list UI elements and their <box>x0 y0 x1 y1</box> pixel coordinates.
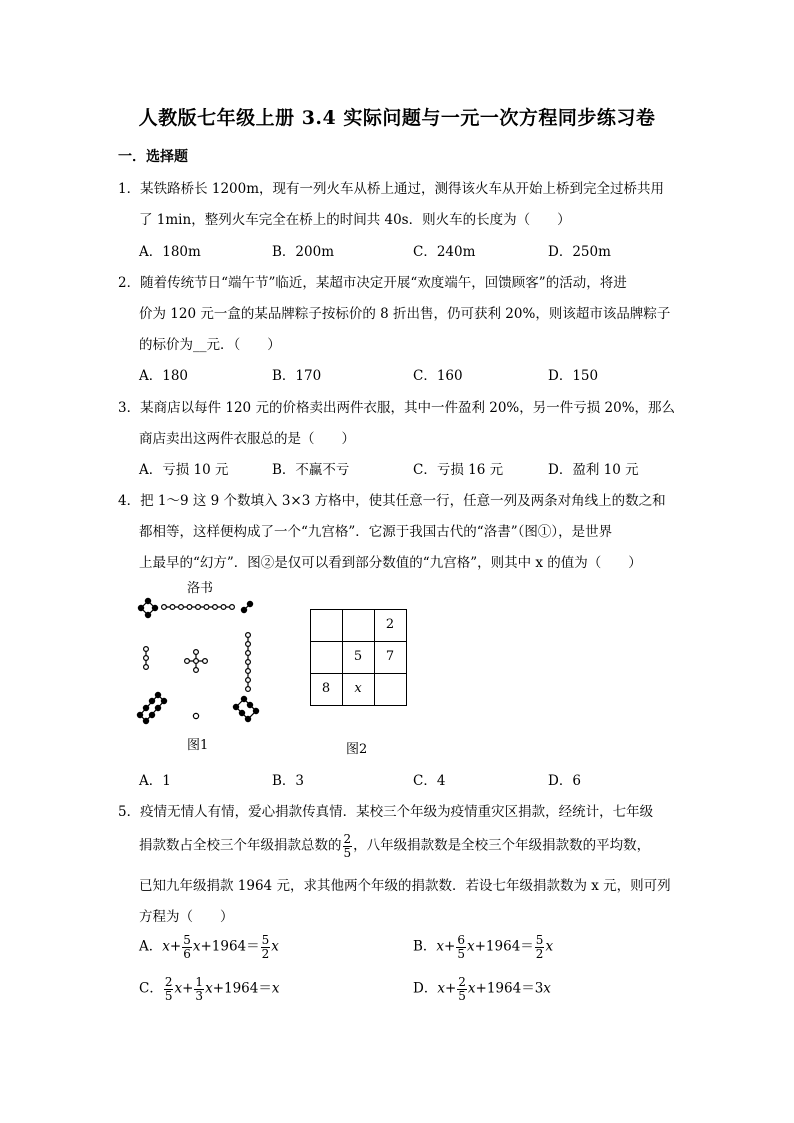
q2-line1: 2．随着传统节日“端午节”临近，某超市决定开展“欢度端午，回馈顾客”的活动，将进 <box>118 275 627 291</box>
q4-option-a[interactable]: A．1 <box>139 773 171 789</box>
q4-line1: 4．把 1～9 这 9 个数填入 3×3 方格中，使其任意一行，任意一列及两条对角线上的数之和 <box>118 493 666 509</box>
frac-numerator: 2 <box>458 975 466 989</box>
q5-option-c[interactable] <box>139 976 279 1002</box>
grid-cell: 8 <box>321 681 331 696</box>
plus-sign: + <box>182 980 194 997</box>
q1-line2: 了 1min，整列火车完全在桥上的时间共 40s．则火车的长度为（ ） <box>139 212 571 228</box>
equation-rest: +1964＝ <box>200 938 260 955</box>
q3-option-a[interactable]: A．亏损 10 元 <box>139 462 229 478</box>
option-label: D． <box>413 980 438 997</box>
q3-option-d[interactable]: D．盈利 10 元 <box>548 462 639 478</box>
grid-cell: x <box>354 681 362 696</box>
var-x: x <box>543 980 551 997</box>
grid-cell: 5 <box>353 649 363 664</box>
grid-cell <box>374 673 406 705</box>
grid-cell: 2 <box>385 617 395 632</box>
q2-line2: 价为 120 元一盒的某品牌粽子按标价的 8 折出售，仍可获利 20%，则该超市该品牌粽子 <box>139 306 671 322</box>
var-x: x <box>436 938 445 955</box>
q1-option-a[interactable]: A．180m <box>139 244 201 260</box>
plus-sign: + <box>444 938 456 955</box>
plus-sign: + <box>169 938 182 955</box>
frac-denominator: 6 <box>183 946 191 961</box>
fraction <box>457 976 467 1002</box>
grid-cell <box>310 641 342 673</box>
plus-sign: + <box>444 980 457 997</box>
fraction <box>535 934 545 960</box>
var-x: x <box>205 980 213 997</box>
q4-option-b[interactable]: B．3 <box>272 773 305 789</box>
grid-cell <box>342 609 374 641</box>
q2-line3: 的标价为__元．（ ） <box>139 337 281 353</box>
frac-numerator: 5 <box>183 933 191 947</box>
q3-option-b[interactable]: B．不赢不亏 <box>272 462 350 478</box>
q2-option-a[interactable]: A．180 <box>139 368 189 384</box>
q5-fraction-2-5 <box>343 833 353 859</box>
q5-line4: 方程为（ ） <box>139 909 234 925</box>
var-x: x <box>271 980 280 997</box>
q2-option-d[interactable]: D．150 <box>548 368 599 384</box>
q5-option-b[interactable] <box>413 934 553 960</box>
var-x: x <box>174 980 183 997</box>
q4-line2: 都相等，这样便构成了一个“九宫格”．它源于我国古代的“洛書”（图①），是世界 <box>139 524 613 540</box>
frac-numerator: 1 <box>195 975 204 989</box>
luoshu-diagram <box>132 595 262 730</box>
q1-option-b[interactable]: B．200m <box>272 244 334 260</box>
fraction <box>194 976 204 1002</box>
fraction <box>182 934 192 960</box>
fraction <box>456 934 466 960</box>
equation-rest: +1964＝3 <box>475 980 544 997</box>
nine-grid <box>310 609 407 706</box>
option-label: A． <box>139 938 163 955</box>
frac-denominator: 2 <box>535 946 544 961</box>
q1-option-c[interactable]: C．240m <box>413 244 476 260</box>
var-x: x <box>545 938 554 955</box>
frac-denominator: 5 <box>343 845 352 860</box>
section-heading: 一．选择题 <box>118 149 188 165</box>
q2-option-c[interactable]: C．160 <box>413 368 463 384</box>
q5-line1: 5．疫情无情人有情，爱心捐款传真情．某校三个年级为疫情重灾区捐款，经统计，七年级 <box>118 804 654 820</box>
frac-numerator: 5 <box>535 933 544 947</box>
frac-denominator: 2 <box>261 946 270 961</box>
figure2-label: 图2 <box>346 742 368 757</box>
var-x: x <box>162 938 170 955</box>
option-label: B． <box>413 938 437 955</box>
q3-line2: 商店卖出这两件衣服总的是（ ） <box>139 431 355 447</box>
frac-denominator: 3 <box>195 988 204 1003</box>
figure1-label: 图1 <box>187 738 209 753</box>
grid-cell <box>310 609 342 641</box>
frac-denominator: 5 <box>164 988 173 1003</box>
figure1-title: 洛书 <box>187 581 214 596</box>
frac-numerator: 2 <box>343 832 352 846</box>
var-x: x <box>192 938 201 955</box>
q4-option-d[interactable]: D．6 <box>548 773 581 789</box>
q1-option-d[interactable]: D．250m <box>548 244 611 260</box>
q5-line2 <box>139 833 650 859</box>
var-x: x <box>437 980 445 997</box>
q5-line2-start: 捐款数占全校三个年级捐款总数的 <box>139 837 342 854</box>
var-x: x <box>467 938 475 955</box>
q5-line2-end: ，八年级捐款数是全校三个年级捐款数的平均数， <box>353 837 651 854</box>
q5-option-d[interactable] <box>413 976 551 1002</box>
q4-line3: 上最早的“幻方”．图②是仅可以看到部分数值的“九宫格”，则其中 x 的值为（ ） <box>139 555 642 571</box>
frac-numerator: 5 <box>261 933 270 947</box>
frac-numerator: 6 <box>457 933 465 947</box>
frac-denominator: 5 <box>458 988 466 1003</box>
fraction <box>261 934 271 960</box>
q5-line3: 已知九年级捐款 1964 元，求其他两个年级的捐款数．若设七年级捐款数为 x 元，则可列 <box>139 878 671 894</box>
q5-option-a[interactable] <box>139 934 279 960</box>
grid-cell: 7 <box>385 649 395 664</box>
frac-denominator: 5 <box>457 946 465 961</box>
q3-option-c[interactable]: C．亏损 16 元 <box>413 462 504 478</box>
equation-rest: +1964＝ <box>474 938 534 955</box>
q4-option-c[interactable]: C．4 <box>413 773 446 789</box>
var-x: x <box>467 980 476 997</box>
frac-numerator: 2 <box>164 975 173 989</box>
fraction <box>164 976 174 1002</box>
page-title: 人教版七年级上册 3.4 实际问题与一元一次方程同步练习卷 <box>138 107 656 129</box>
q2-option-b[interactable]: B．170 <box>272 368 322 384</box>
option-label: C． <box>139 980 163 997</box>
q1-line1: 1．某铁路桥长 1200m，现有一列火车从桥上通过，测得该火车从开始上桥到完全过桥共用 <box>118 181 665 197</box>
var-x: x <box>271 938 279 955</box>
q3-line1: 3．某商店以每件 120 元的价格卖出两件衣服，其中一件盈利 20%，另一件亏损 20%，那么 <box>118 400 676 416</box>
equation-rest: +1964＝ <box>212 980 272 997</box>
